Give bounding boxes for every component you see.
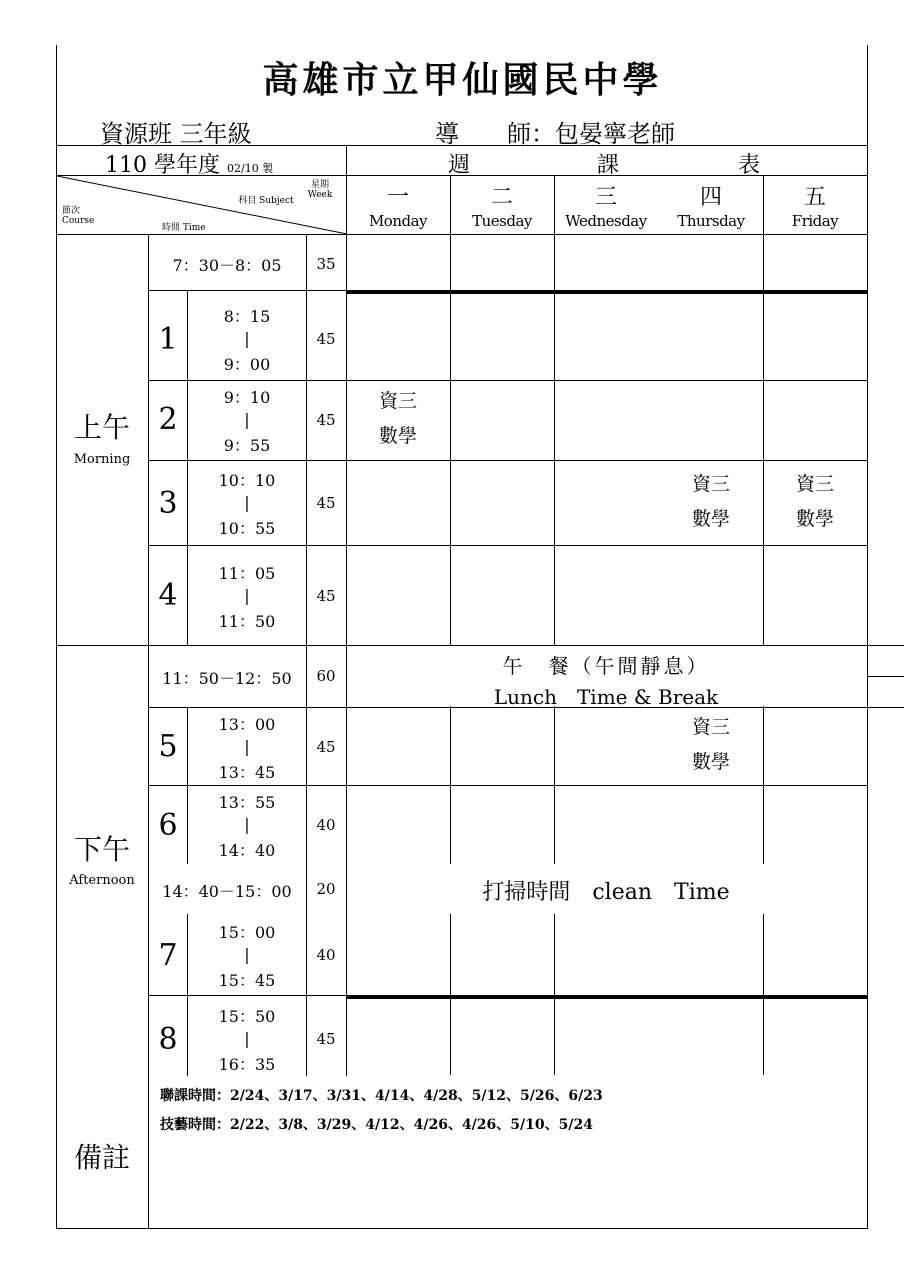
period-7: 7 <box>158 938 178 973</box>
row8-start: 15：50 <box>218 1007 276 1026</box>
row5-end: 13：45 <box>218 763 276 782</box>
row8-end: 16：35 <box>218 1055 276 1074</box>
school-year-date: 02/10 製 <box>227 162 274 175</box>
schedule-title-3: 表 <box>738 153 761 178</box>
day-thursday-en: Thursday <box>677 212 745 230</box>
row5-start: 13：00 <box>218 715 276 734</box>
period-2: 2 <box>158 402 178 437</box>
class-cell-p3-thursday <box>659 467 763 537</box>
school-year-label: 110 學年度 <box>105 153 220 178</box>
class-subject: 數學 <box>378 425 417 447</box>
period-6: 6 <box>158 808 178 843</box>
row3-end: 10：55 <box>218 519 276 538</box>
row5-mins: 45 <box>316 738 336 756</box>
day-tuesday-en: Tuesday <box>472 212 532 230</box>
row2-sep: | <box>244 410 250 429</box>
corner-time: 時間 Time <box>162 223 206 233</box>
note-vocational-time: 技藝時間：2/22、3/8、3/29、4/12、4/26、4/26、5/10、5/24 <box>160 1117 593 1133</box>
row2-end: 9：55 <box>223 436 271 455</box>
clean-time: 14：40－15：00 <box>162 882 292 901</box>
lunch-label-en: Lunch Time & Break <box>493 685 719 709</box>
row1-end: 9：00 <box>223 355 271 374</box>
row0-mins: 35 <box>316 255 336 273</box>
clean-label: 打掃時間 clean Time <box>482 880 730 905</box>
class-name: 資三 <box>691 716 730 738</box>
row7-sep: | <box>244 945 250 964</box>
page-title: 高雄市立甲仙國民中學 <box>262 59 663 101</box>
row4-sep: | <box>244 586 250 605</box>
period-5: 5 <box>158 729 178 764</box>
corner-subject: 科目 Subject <box>238 196 294 206</box>
row7-mins: 40 <box>316 946 336 964</box>
row2-start: 9：10 <box>223 388 271 407</box>
clean-mins: 20 <box>316 880 336 898</box>
corner-course: 節次 Course <box>62 206 95 226</box>
class-cell-p2-monday <box>346 384 450 454</box>
day-wednesday-en: Wednesday <box>565 212 647 230</box>
day-friday-zh: 五 <box>803 185 826 210</box>
class-label: 資源班 三年級 <box>100 120 252 148</box>
day-monday-en: Monday <box>368 212 428 230</box>
lunch-time: 11：50－12：50 <box>162 669 292 688</box>
class-name: 資三 <box>378 390 417 412</box>
row8-mins: 45 <box>316 1030 336 1048</box>
session-afternoon: 下午 <box>73 833 130 866</box>
row1-mins: 45 <box>316 330 336 348</box>
day-wednesday-zh: 三 <box>594 185 617 210</box>
row1-start: 8：15 <box>223 307 271 326</box>
row6-start: 13：55 <box>218 793 276 812</box>
teacher-label: 導 師：包晏寧老師 <box>435 120 675 148</box>
school-year <box>105 148 273 179</box>
class-name: 資三 <box>795 473 834 495</box>
row3-sep: | <box>244 493 250 512</box>
session-morning: 上午 <box>73 411 130 444</box>
row8-sep: | <box>244 1029 250 1048</box>
row1-sep: | <box>244 329 250 348</box>
row6-end: 14：40 <box>218 841 276 860</box>
period-3: 3 <box>158 486 178 521</box>
row7-end: 15：45 <box>218 971 276 990</box>
row6-mins: 40 <box>316 816 336 834</box>
class-subject: 數學 <box>691 508 730 530</box>
period-8: 8 <box>158 1022 178 1057</box>
lunch-mins: 60 <box>316 667 336 685</box>
class-subject: 數學 <box>795 508 834 530</box>
row4-start: 11：05 <box>218 564 276 583</box>
row7-start: 15：00 <box>218 923 276 942</box>
note-club-time: 聯課時間：2/24、3/17、3/31、4/14、4/28、5/12、5/26、6/23 <box>160 1088 603 1104</box>
row0-time: 7：30－8：05 <box>172 256 282 275</box>
row3-start: 10：10 <box>218 471 276 490</box>
row4-mins: 45 <box>316 587 336 605</box>
day-thursday-zh: 四 <box>699 185 722 210</box>
class-cell-p3-friday <box>763 467 867 537</box>
day-monday-zh: 一 <box>386 185 409 210</box>
period-4: 4 <box>158 578 178 613</box>
row6-sep: | <box>244 815 250 834</box>
schedule-title-1: 週 <box>448 153 471 178</box>
session-afternoon-en: Afternoon <box>69 873 135 888</box>
class-subject: 數學 <box>691 751 730 773</box>
class-cell-p5-thursday <box>659 710 763 780</box>
corner-week: 星期 Week <box>307 180 333 200</box>
day-tuesday-zh: 二 <box>490 185 513 210</box>
row2-mins: 45 <box>316 411 336 429</box>
session-morning-en: Morning <box>73 452 131 467</box>
schedule-title-2: 課 <box>597 153 620 178</box>
day-friday-en: Friday <box>791 212 839 230</box>
class-name: 資三 <box>691 473 730 495</box>
period-1: 1 <box>158 322 178 357</box>
session-notes: 備註 <box>73 1141 130 1174</box>
lunch-label-zh: 午 餐（午間靜息） <box>502 654 710 678</box>
row3-mins: 45 <box>316 494 336 512</box>
row5-sep: | <box>244 737 250 756</box>
row4-end: 11：50 <box>218 612 276 631</box>
